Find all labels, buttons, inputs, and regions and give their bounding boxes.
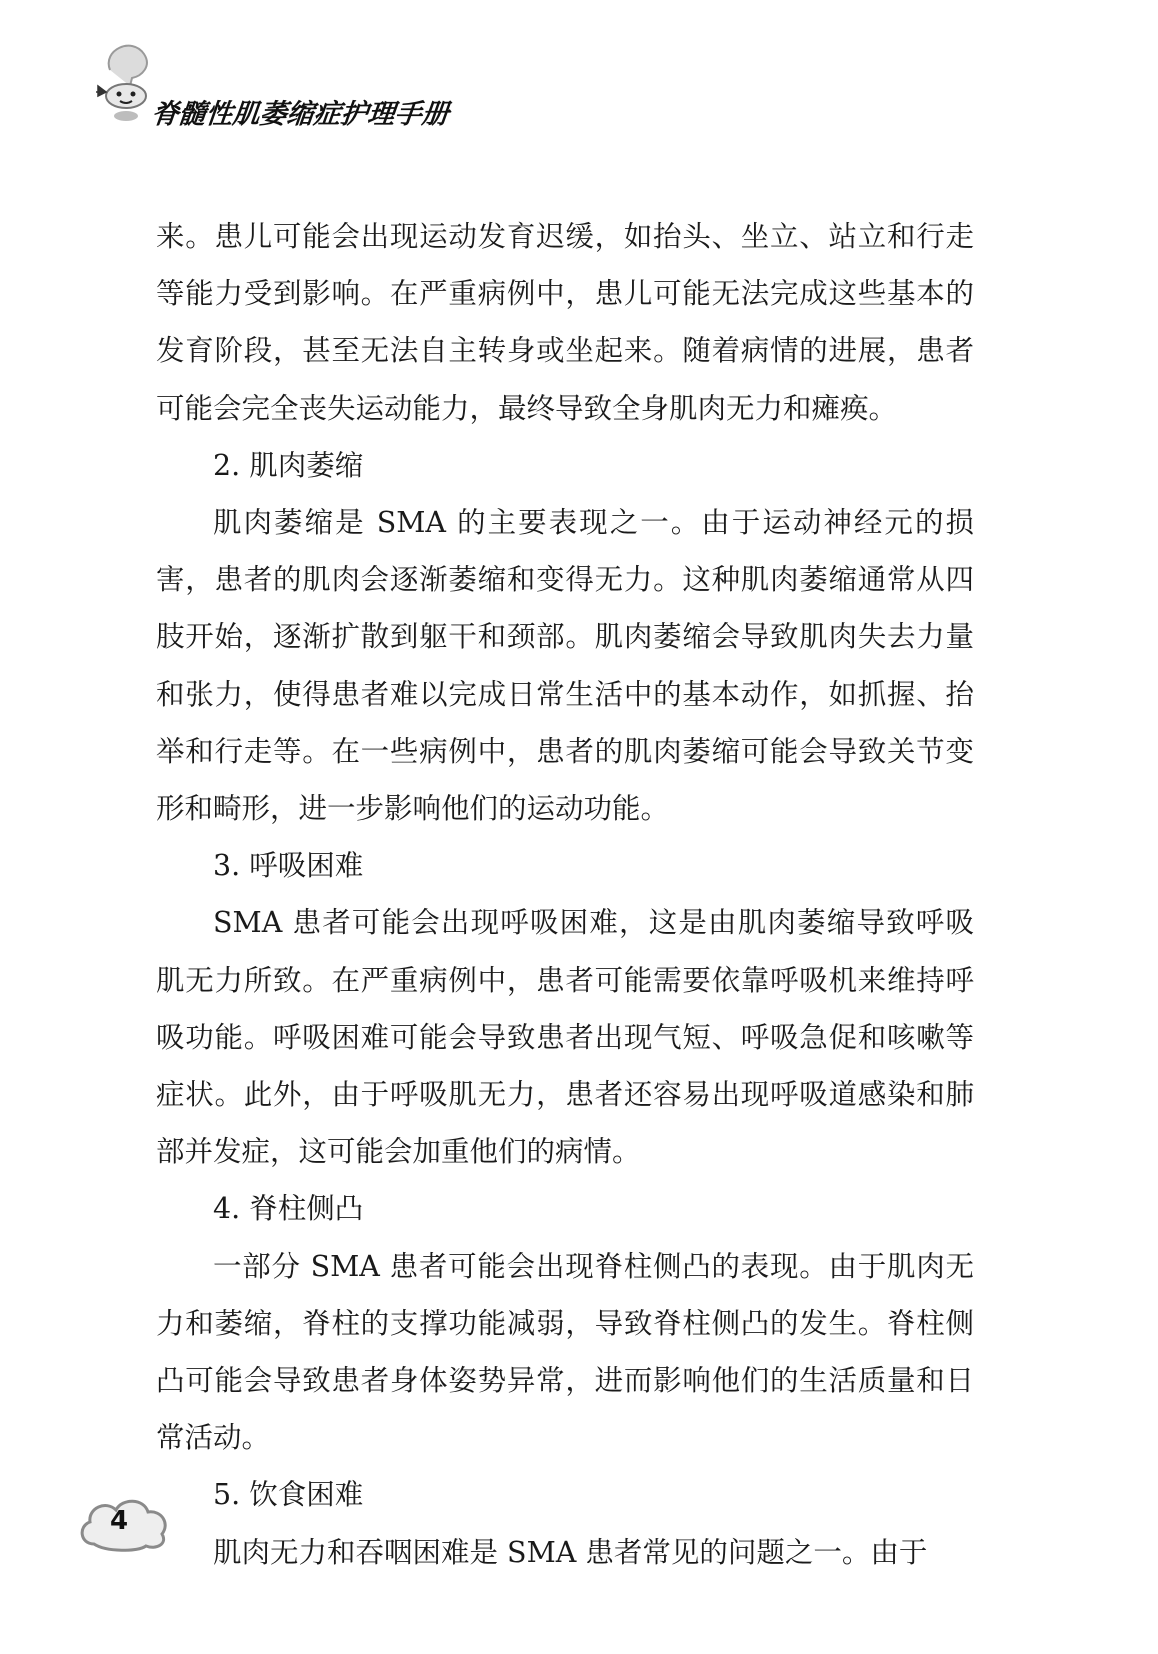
section-heading-5: 5. 饮食困难 [213, 1478, 364, 1512]
paragraph-scoliosis: 一部分 SMA 患者可能会出现脊柱侧凸的表现。由于肌肉无力和萎缩，脊柱的支撑功能减弱，导致脊柱侧凸的发生。脊柱侧凸可能会导致患者身体姿势异常，进而影响他们的生活质量和日常活动。 [156, 1249, 974, 1455]
section-heading-3: 3. 呼吸困难 [213, 849, 364, 883]
running-header [92, 40, 532, 130]
book-title: 脊髓性肌萎缩症护理手册 [150, 99, 451, 130]
paragraph-muscle-atrophy: 肌肉萎缩是 SMA 的主要表现之一。由于运动神经元的损害，患者的肌肉会逐渐萎缩和变得无力。这种肌肉萎缩通常从四肢开始，逐渐扩散到躯干和颈部。肌肉萎缩会导致肌肉失去力量和张力，使得患者难以完成日常生活中的基本动作，如抓握、抬举和行走等。在一些病例中，患者的肌肉萎缩可能会导致关节变形和畸形，进一步影响他们的运动功能。 [156, 506, 974, 826]
page-content [156, 208, 974, 1581]
mascot-icon [92, 40, 158, 124]
paragraph-feeding: 肌肉无力和吞咽困难是 SMA 患者常见的问题之一。由于 [213, 1535, 928, 1569]
page-footer [76, 1492, 172, 1556]
section-heading-2: 2. 肌肉萎缩 [213, 448, 364, 482]
paragraph-continued: 来。患儿可能会出现运动发育迟缓，如抬头、坐立、站立和行走等能力受到影响。在严重病例中，患儿可能无法完成这些基本的发育阶段，甚至无法自主转身或坐起来。随着病情的进展，患者可能会完全丧失运动能力，最终导致全身肌肉无力和瘫痪。 [156, 220, 974, 425]
paragraph-breathing: SMA 患者可能会出现呼吸困难，这是由肌肉萎缩导致呼吸肌无力所致。在严重病例中，患者可能需要依靠呼吸机来维持呼吸功能。呼吸困难可能会导致患者出现气短、呼吸急促和咳嗽等症状。此外，由于呼吸肌无力，患者还容易出现呼吸道感染和肺部并发症，这可能会加重他们的病情。 [156, 906, 974, 1169]
page-number: 4 [110, 1506, 129, 1536]
section-heading-4: 4. 脊柱侧凸 [213, 1192, 364, 1226]
